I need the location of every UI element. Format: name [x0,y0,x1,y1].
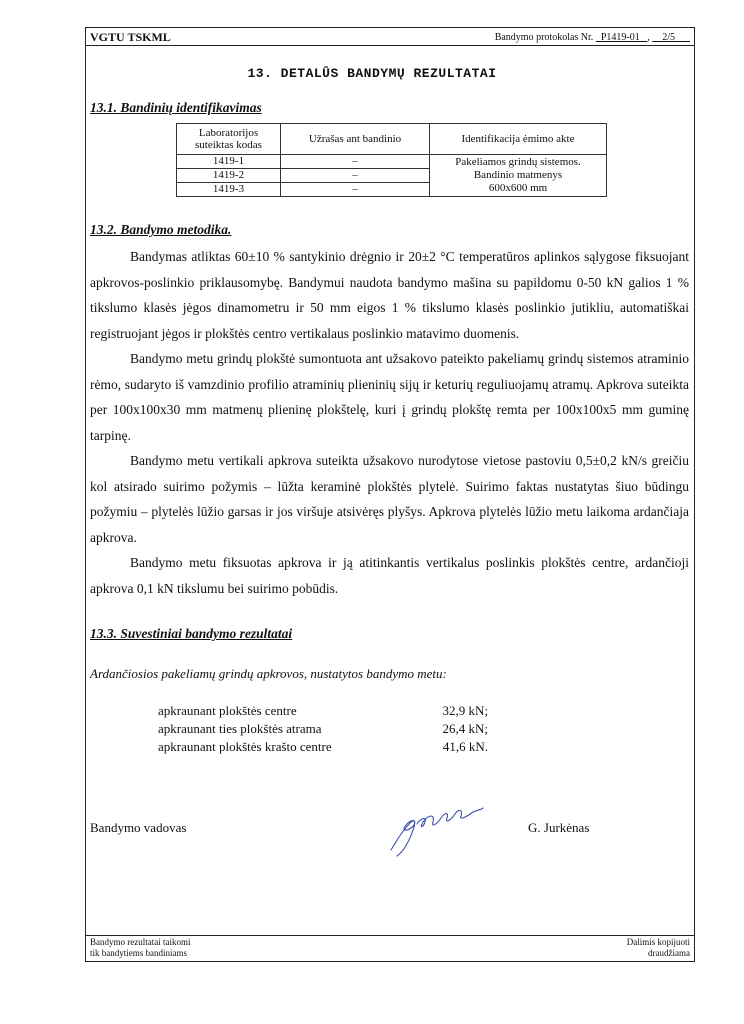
list-item [158,720,488,738]
result-value: 26,4 kN; [442,721,488,736]
protocol-number: P1419-01 [600,32,640,43]
footer-divider [85,935,695,936]
protocol-reference: Bandymo protokolas Nr. P1419-01 , 2/5 [495,32,690,43]
results-list [158,702,488,756]
footer-note-right: Dalimis kopijuoti draudžiama [626,937,690,958]
handwritten-signature [383,800,503,860]
section-heading-method: 13.2. Bandymo metodika. [90,222,232,237]
org-name: VGTU TSKML [90,30,171,44]
result-value: 32,9 kN; [442,703,488,718]
result-label: apkraunant ties plokštės atrama [158,721,322,736]
page-title: 13. DETALŪS BANDYMŲ REZULTATAI [247,66,497,81]
section-heading-results: 13.3. Suvestiniai bandymo rezultatai [90,626,293,641]
table-row [177,155,607,169]
result-value: 41,6 kN. [442,739,488,754]
result-label: apkraunant plokštės krašto centre [158,739,332,754]
table-cell: – [281,183,430,197]
table-cell: – [281,169,430,183]
list-item [158,702,488,720]
table-header-row [177,124,607,155]
page-number: 2/5 [662,32,675,43]
table-cell: 1419-3 [177,183,281,197]
identification-table [176,123,607,197]
footer-note-left: Bandymo rezultatai taikomi tik bandytiems bandiniams [90,937,191,958]
table-merged-cell: Pakeliamos grindų sistemos. Bandinio matmenys 600x600 mm [430,155,607,197]
table-header-cell: Laboratorijos suteiktas kodas [177,124,281,155]
result-label: apkraunant plokštės centre [158,703,297,718]
signer-name: G. Jurkėnas [528,820,590,835]
section-heading-identification: 13.1. Bandinių identifikavimas [90,100,262,115]
paragraph: Bandymo metu vertikali apkrova suteikta užsakovo nurodytose vietose pastoviu 0,5±0,2 kN/s greičiu kol atsirado suirimo požymis – lūžta keraminė plokštės plytelė. Suirimo faktas nustatytas šiuo būdingu požymiu – plytelės lūžio garsas ir jos viršuje atsivėręs plyšys. Apkrova plytelės lūžio metu laikoma ardančiaja apkrova. [90,453,689,545]
paragraph: Bandymo metu fiksuotas apkrova ir ją atitinkantis vertikalus poslinkis plokštės centre, ardančioji apkrova 0,1 kN tikslumu bei suirimo pobūdis. [90,555,689,596]
header-divider [85,45,695,46]
table-cell: – [281,155,430,169]
table-header-cell: Identifikacija ėmimo akte [430,124,607,155]
table-cell: 1419-1 [177,155,281,169]
protocol-label: Bandymo protokolas Nr. [494,32,594,43]
table-header-cell: Užrašas ant bandinio [281,124,430,155]
table-cell: 1419-2 [177,169,281,183]
method-text [90,244,689,601]
list-item [158,738,488,756]
paragraph: Bandymo metu grindų plokštė sumontuota ant užsakovo pateikto pakeliamų grindų sistemos atraminio rėmo, sudaryto iš vamzdinio profilio atraminių plieninių sijų ir keturių reguliuojamų atramų. Apkrova suteikta per 100x100x30 mm matmenų plieninę plokštelę, kuri į grindų plokštę remta per 100x100x5 mm guminę tarpinę. [90,351,689,443]
paragraph: Bandymas atliktas 60±10 % santykinio drėgnio ir 20±2 °C temperatūros aplinkos sąlygose fiksuojant apkrovos-poslinkio priklausomybę. Bandymui naudota bandymo mašina su papildomu 0-50 kN galios 1 % tikslumo klasės jėgos dinamometru ir 50 mm eigos 1 % tikslumo klasės poslinkio jutikliu, automatiškai registruojant jėgos ir plokštės centro vertikalaus poslinkio matavimo duomenis. [90,249,689,341]
signer-role: Bandymo vadovas [90,820,187,835]
results-intro: Ardančiosios pakeliamų grindų apkrovos, nustatytos bandymo metu: [90,666,447,681]
